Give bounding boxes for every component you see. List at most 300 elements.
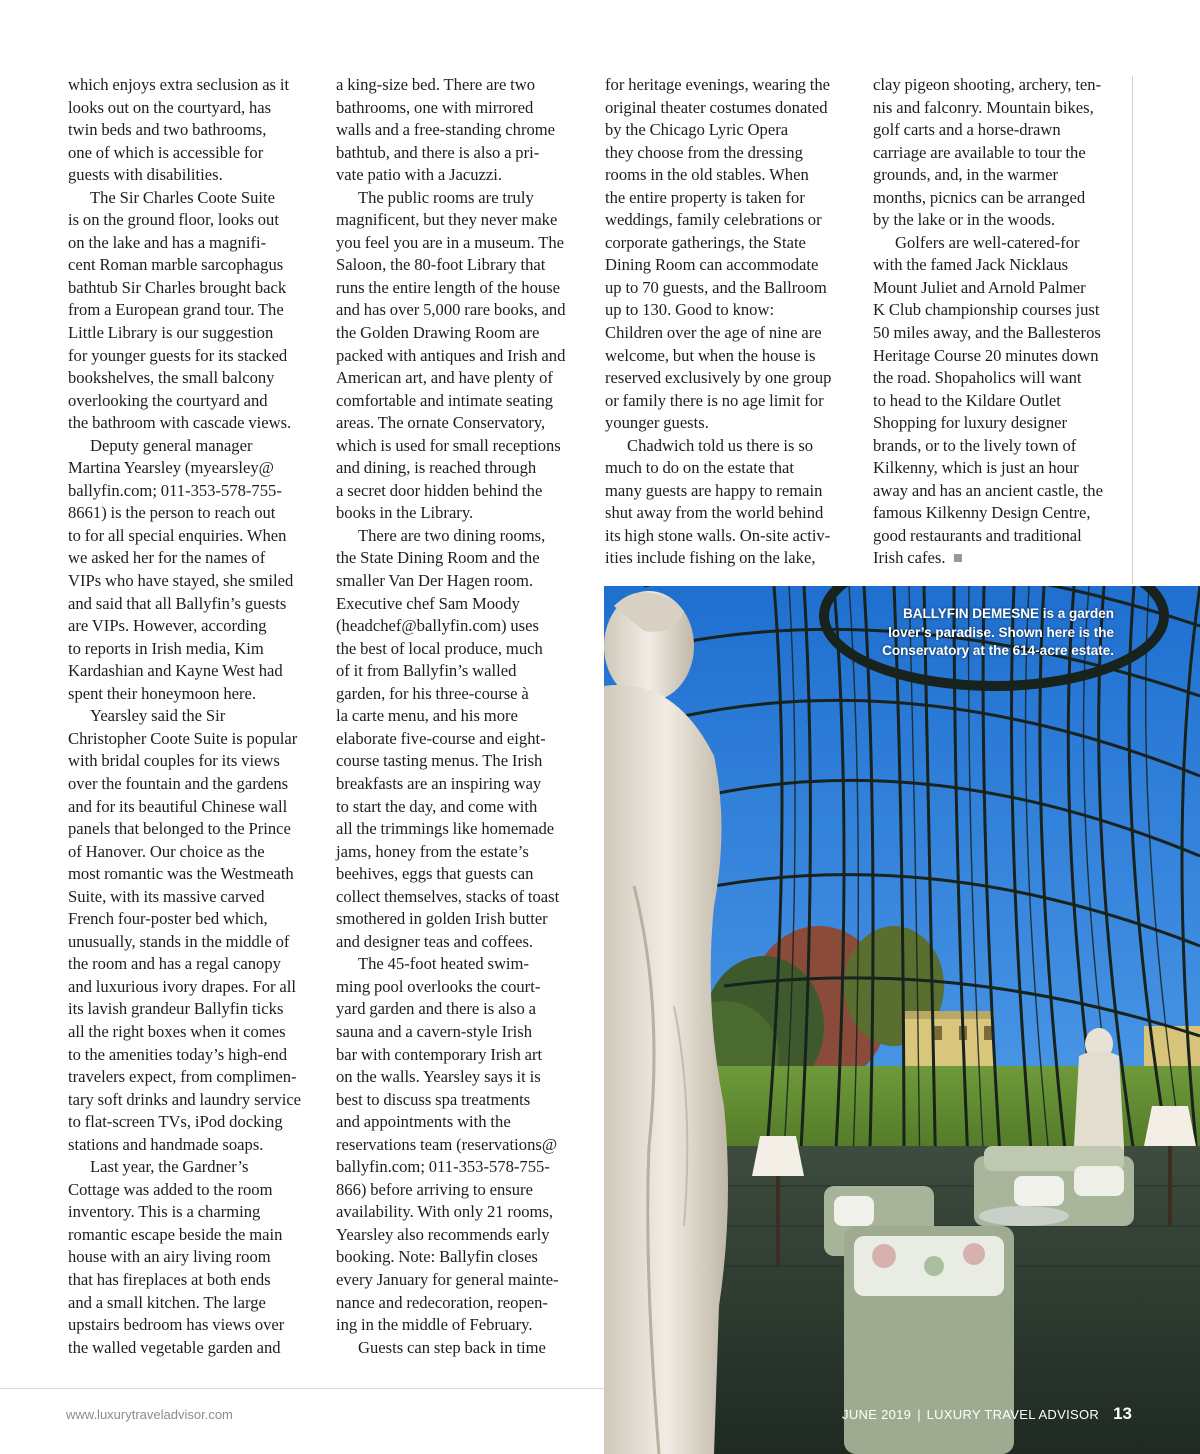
article-line [605, 119, 849, 142]
article-line-text: collect themselves, stacks of toast [336, 886, 560, 906]
article-line [68, 1246, 312, 1269]
article-line-text: brands, or to the lively town of [873, 435, 1077, 455]
article-line-text: romantic escape beside the main [68, 1224, 283, 1244]
issue-date: JUNE 2019 [842, 1407, 912, 1422]
article-line-text: elaborate five-course and eight- [336, 728, 546, 748]
article-line-text: good restaurants and traditional [873, 525, 1082, 545]
article-line [605, 322, 849, 345]
article-line [336, 345, 580, 368]
article-line-text: Heritage Course 20 minutes down [873, 345, 1099, 365]
article-line [68, 390, 312, 413]
article-line-text: booking. Note: Ballyfin closes [336, 1247, 538, 1267]
article-line-text: cent Roman marble sarcophagus [68, 255, 284, 275]
article-line [68, 660, 312, 683]
end-of-article-mark [954, 554, 962, 562]
article-line [336, 142, 580, 165]
article-line [336, 1111, 580, 1134]
article-line [68, 97, 312, 120]
article-line-text: inventory. This is a charming [68, 1202, 261, 1222]
article-line-text: Saloon, the 80-foot Library that [336, 255, 546, 275]
article-line-text: Christopher Coote Suite is popular [68, 728, 298, 748]
article-line-text: unusually, stands in the middle of [68, 931, 290, 951]
article-line-text: travelers expect, from complimen- [68, 1067, 297, 1087]
article-line [605, 412, 849, 435]
article-line [336, 74, 580, 97]
article-line-text: grounds, and, in the warmer [873, 165, 1058, 185]
article-line-text: yard garden and there is also a [336, 999, 537, 1019]
article-line-text: to the amenities today’s high-end [68, 1044, 288, 1064]
article-line [336, 593, 580, 616]
article-line [336, 547, 580, 570]
article-line [336, 1201, 580, 1224]
article-line [336, 750, 580, 773]
article-line-text: K Club championship courses just [873, 300, 1100, 320]
article-line [68, 818, 312, 841]
article-line-text: for younger guests for its stacked [68, 345, 288, 365]
article-line-text: smothered in golden Irish butter [336, 909, 548, 929]
article-line [605, 277, 849, 300]
article-line-text: best to discuss spa treatments [336, 1089, 531, 1109]
article-line-text: The public rooms are truly [358, 187, 534, 207]
article-line-text: rooms in the old stables. When [605, 165, 809, 185]
article-line [336, 1021, 580, 1044]
article-line [336, 164, 580, 187]
article-line-text: twin beds and two bathrooms, [68, 120, 267, 140]
article-line [68, 435, 312, 458]
article-line [336, 886, 580, 909]
article-line-text: la carte menu, and his more [336, 706, 518, 726]
article-line-text: house with an airy living room [68, 1247, 271, 1267]
article-line [336, 322, 580, 345]
article-line [68, 1224, 312, 1247]
article-line-text: (headchef@ballyfin.com) uses [336, 616, 539, 636]
article-line-text: The Sir Charles Coote Suite [90, 187, 275, 207]
article-line [873, 299, 1117, 322]
article-line [68, 1314, 312, 1337]
footer-website[interactable]: www.luxurytraveladvisor.com [66, 1407, 233, 1422]
article-line-text: the entire property is taken for [605, 187, 805, 207]
article-line [336, 412, 580, 435]
article-line-text: 866) before arriving to ensure [336, 1179, 533, 1199]
article-line [336, 953, 580, 976]
article-line-text: reservations team (reservations@ [336, 1134, 558, 1154]
article-line [68, 683, 312, 706]
article-line [68, 164, 312, 187]
article-line-text: packed with antiques and Irish and [336, 345, 566, 365]
article-line-text: nis and falconry. Mountain bikes, [873, 97, 1094, 117]
article-line-text: weddings, family celebrations or [605, 210, 822, 230]
article-line [336, 570, 580, 593]
article-line-text: bathrooms, one with mirrored [336, 97, 534, 117]
article-line-text: much to do on the estate that [605, 458, 794, 478]
article-line [605, 187, 849, 210]
article-line-text: Mount Juliet and Arnold Palmer [873, 277, 1086, 297]
article-line [68, 1179, 312, 1202]
article-line-text: or family there is no age limit for [605, 390, 824, 410]
article-line [68, 796, 312, 819]
article-line [336, 908, 580, 931]
article-line-text: and luxurious ivory drapes. For all [68, 976, 297, 996]
article-line [68, 1066, 312, 1089]
article-line-text: to start the day, and come with [336, 796, 538, 816]
article-line [873, 164, 1117, 187]
article-line [68, 953, 312, 976]
article-line-text: breakfasts are an inspiring way [336, 773, 542, 793]
article-line [336, 435, 580, 458]
article-line [336, 254, 580, 277]
article-line-text: Dining Room can accommodate [605, 255, 819, 275]
article-line [68, 232, 312, 255]
article-line-text: walls and a free-standing chrome [336, 120, 556, 140]
article-line-text: 8661) is the person to reach out [68, 503, 276, 523]
article-line [873, 412, 1117, 435]
article-line-text: jams, honey from the estate’s [336, 841, 529, 861]
article-line [336, 841, 580, 864]
article-line-text: availability. With only 21 rooms, [336, 1202, 554, 1222]
article-line-text: The 45-foot heated swim- [358, 954, 529, 974]
article-line [68, 502, 312, 525]
article-line-text: ities include fishing on the lake, [605, 548, 816, 568]
article-line [605, 435, 849, 458]
article-line-text: looks out on the courtyard, has [68, 97, 272, 117]
article-line-text: Shopping for luxury designer [873, 413, 1068, 433]
article-line-text: Children over the age of nine are [605, 323, 822, 343]
article-line-text: and has over 5,000 rare books, and [336, 300, 566, 320]
article-line [336, 502, 580, 525]
article-line [68, 1089, 312, 1112]
article-line [68, 863, 312, 886]
article-line [336, 705, 580, 728]
article-line [605, 164, 849, 187]
article-line [68, 480, 312, 503]
folio-separator: | [917, 1407, 921, 1422]
article-line [68, 908, 312, 931]
article-line [336, 277, 580, 300]
article-line [873, 480, 1117, 503]
article-line-text: smaller Van Der Hagen room. [336, 571, 534, 591]
caption-line: lover’s paradise. Shown here is the [888, 624, 1114, 640]
article-line [605, 97, 849, 120]
folio [842, 1404, 1132, 1424]
article-line [336, 773, 580, 796]
article-line [68, 119, 312, 142]
article-line-text: a king-size bed. There are two [336, 75, 536, 94]
article-line [336, 728, 580, 751]
article-line-text: shut away from the world behind [605, 503, 824, 523]
article-line-text: a secret door hidden behind the [336, 480, 543, 500]
article-line [873, 502, 1117, 525]
caption-line: BALLYFIN DEMESNE is a garden [902, 606, 1114, 621]
article-line-text: and for its beautiful Chinese wall [68, 796, 288, 816]
article-line [605, 74, 849, 97]
article-line [68, 254, 312, 277]
article-line [68, 886, 312, 909]
article-line [68, 74, 312, 97]
article-line-text: overlooking the courtyard and [68, 390, 268, 410]
article-line [336, 457, 580, 480]
article-line [68, 728, 312, 751]
article-line-text: vate patio with a Jacuzzi. [336, 165, 503, 185]
article-line-text: and appointments with the [336, 1112, 511, 1132]
article-line [68, 1201, 312, 1224]
article-line-text: Kardashian and Kayne West had [68, 661, 283, 681]
article-line [605, 345, 849, 368]
article-line [605, 457, 849, 480]
article-line-text: the road. Shopaholics will want [873, 368, 1082, 388]
article-line [873, 277, 1117, 300]
article-line-text: corporate gatherings, the State [605, 232, 806, 252]
article-line-text: Golfers are well-catered-for [895, 232, 1080, 252]
article-line-text: runs the entire length of the house [336, 277, 560, 297]
article-line [68, 525, 312, 548]
article-line-text: course tasting menus. The Irish [336, 751, 543, 771]
article-line [336, 1246, 580, 1269]
article-line-text: nance and redecoration, reopen- [336, 1292, 548, 1312]
article-line-text: they choose from the dressing [605, 142, 803, 162]
article-line [605, 142, 849, 165]
column-divider [1132, 76, 1133, 584]
article-line [873, 74, 1117, 97]
article-line-text: and dining, is reached through [336, 458, 537, 478]
article-line [336, 1089, 580, 1112]
article-line-text: golf carts and a horse-drawn [873, 120, 1061, 140]
article-line-text: Yearsley said the Sir [90, 706, 226, 726]
article-line [873, 97, 1117, 120]
article-line-text: bathtub Sir Charles brought back [68, 277, 287, 297]
article-line-text: away and has an ancient castle, the [873, 480, 1103, 500]
article-line-text: ming pool overlooks the court- [336, 976, 541, 996]
article-line [68, 209, 312, 232]
article-line-text: Cottage was added to the room [68, 1179, 273, 1199]
article-column-2 [336, 74, 580, 1359]
article-line [873, 142, 1117, 165]
article-line-text: bar with contemporary Irish art [336, 1044, 543, 1064]
magazine-name: LUXURY TRAVEL ADVISOR [926, 1407, 1100, 1422]
article-line [68, 773, 312, 796]
article-line [68, 367, 312, 390]
article-line-text: Suite, with its massive carved [68, 886, 265, 906]
article-line [873, 390, 1117, 413]
article-line [336, 299, 580, 322]
article-line [68, 457, 312, 480]
article-line [336, 638, 580, 661]
article-line-text: Kilkenny, which is just an hour [873, 458, 1079, 478]
article-line [873, 345, 1117, 368]
article-line-text: which is used for small receptions [336, 435, 561, 455]
article-line-text: carriage are available to tour the [873, 142, 1086, 162]
article-line-text: over the fountain and the gardens [68, 773, 289, 793]
article-line-text: that has fireplaces at both ends [68, 1269, 271, 1289]
article-line [873, 232, 1117, 255]
article-line-text: upstairs bedroom has views over [68, 1315, 285, 1335]
article-line-text: beehives, eggs that guests can [336, 864, 534, 884]
article-line-text: all the right boxes when it comes [68, 1021, 286, 1041]
article-line [336, 683, 580, 706]
article-line [873, 525, 1117, 548]
article-line-text: bookshelves, the small balcony [68, 368, 275, 388]
article-line-text: ing in the middle of February. [336, 1315, 533, 1335]
article-line [68, 570, 312, 593]
article-line-text: famous Kilkenny Design Centre, [873, 503, 1091, 523]
article-line [68, 1337, 312, 1360]
article-line [873, 209, 1117, 232]
article-column-4 [873, 74, 1117, 570]
article-line-text: panels that belonged to the Prince [68, 819, 291, 839]
article-line [605, 547, 849, 570]
article-line-text: original theater costumes donated [605, 97, 828, 117]
article-line-text: bathtub, and there is also a pri- [336, 142, 540, 162]
article-line-text: which enjoys extra seclusion as it [68, 75, 290, 94]
article-line [336, 1134, 580, 1157]
article-line-text: and designer teas and coffees. [336, 931, 534, 951]
article-line-text: most romantic was the Westmeath [68, 864, 294, 884]
article-line [873, 435, 1117, 458]
article-line [605, 525, 849, 548]
article-line-text: American art, and have plenty of [336, 368, 553, 388]
photo-caption [814, 605, 1114, 661]
article-line-text: for heritage evenings, wearing the [605, 75, 831, 94]
article-line-text: on the lake and has a magnifi- [68, 232, 267, 252]
article-line [68, 277, 312, 300]
article-line-text: clay pigeon shooting, archery, ten- [873, 75, 1102, 94]
article-line [68, 299, 312, 322]
article-line [605, 390, 849, 413]
article-line-text: sauna and a cavern-style Irish [336, 1021, 532, 1041]
article-line [336, 187, 580, 210]
page-number: 13 [1113, 1404, 1132, 1423]
article-line [336, 367, 580, 390]
article-line [336, 1044, 580, 1067]
article-line [336, 390, 580, 413]
article-line-text: to head to the Kildare Outlet [873, 390, 1061, 410]
article-line [336, 931, 580, 954]
article-line-text: with bridal couples for its views [68, 751, 280, 771]
article-line [336, 660, 580, 683]
article-line-text: of Hanover. Our choice as the [68, 841, 265, 861]
article-line [68, 412, 312, 435]
article-line-text: its lavish grandeur Ballyfin ticks [68, 999, 284, 1019]
article-line [336, 232, 580, 255]
article-line [68, 547, 312, 570]
article-line [336, 1269, 580, 1292]
article-line-text: the State Dining Room and the [336, 548, 540, 568]
article-line [68, 1269, 312, 1292]
caption-line: Conservatory at the 614-acre estate. [882, 643, 1114, 658]
footer-rule [0, 1388, 604, 1389]
article-line [68, 142, 312, 165]
article-line [873, 254, 1117, 277]
article-line-text: we asked her for the names of [68, 548, 266, 568]
article-line-text: the walled vegetable garden and [68, 1337, 281, 1357]
article-line [873, 119, 1117, 142]
article-line [873, 322, 1117, 345]
article-line-text: guests with disabilities. [68, 165, 223, 185]
article-line-text: welcome, but when the house is [605, 345, 816, 365]
article-line [336, 615, 580, 638]
article-line-text: There are two dining rooms, [358, 525, 546, 545]
article-line [873, 457, 1117, 480]
article-line [68, 638, 312, 661]
article-line-text: its high stone walls. On-site activ- [605, 525, 831, 545]
article-line [68, 345, 312, 368]
article-line [605, 254, 849, 277]
article-line-text: Irish cafes. [873, 548, 946, 568]
article-line-text: you feel you are in a museum. The [336, 232, 564, 252]
article-line [68, 1292, 312, 1315]
article-line-text: Executive chef Sam Moody [336, 593, 520, 613]
article-line [605, 232, 849, 255]
article-line [336, 1179, 580, 1202]
article-line [68, 1111, 312, 1134]
article-line [605, 480, 849, 503]
article-line-text: ballyfin.com; 011-353-578-755- [336, 1157, 550, 1177]
article-line [68, 322, 312, 345]
article-line-text: Deputy general manager [90, 435, 253, 455]
article-line-text: VIPs who have stayed, she smiled [68, 571, 294, 591]
article-line-text: garden, for his three-course à [336, 683, 529, 703]
article-line [68, 976, 312, 999]
article-line [336, 1337, 580, 1360]
article-line [68, 1021, 312, 1044]
article-line-text: months, picnics can be arranged [873, 187, 1086, 207]
article-line-text: by the lake or in the woods. [873, 210, 1056, 230]
article-line [68, 615, 312, 638]
article-line [336, 97, 580, 120]
article-line [336, 863, 580, 886]
article-line-text: every January for general mainte- [336, 1269, 559, 1289]
article-line [68, 1044, 312, 1067]
article-line-text: up to 130. Good to know: [605, 300, 775, 320]
article-line [605, 367, 849, 390]
article-line [605, 209, 849, 232]
article-line [68, 750, 312, 773]
article-line [336, 525, 580, 548]
article-line-text: magnificent, but they never make [336, 210, 558, 230]
article-line-text: reserved exclusively by one group [605, 368, 832, 388]
article-line [605, 502, 849, 525]
article-line [68, 705, 312, 728]
article-column-3 [605, 74, 849, 570]
article-line-text: all the trimmings like homemade [336, 819, 555, 839]
article-line [336, 1314, 580, 1337]
article-line-text: Martina Yearsley (myearsley@ [68, 458, 274, 478]
article-line [873, 547, 1117, 570]
conservatory-photo [604, 586, 1200, 1454]
article-line-text: younger guests. [605, 413, 709, 433]
article-line-text: stations and handmade soaps. [68, 1134, 264, 1154]
article-line [68, 1134, 312, 1157]
article-line [336, 998, 580, 1021]
article-line [605, 299, 849, 322]
article-line-text: one of which is accessible for [68, 142, 264, 162]
article-line-text: Yearsley also recommends early [336, 1224, 550, 1244]
article-line-text: to reports in Irish media, Kim [68, 638, 264, 658]
article-line [336, 119, 580, 142]
article-line [336, 1156, 580, 1179]
article-line-text: Little Library is our suggestion [68, 323, 274, 343]
article-line [68, 1156, 312, 1179]
article-line [336, 976, 580, 999]
article-line [68, 998, 312, 1021]
article-line-text: Guests can step back in time [358, 1337, 546, 1357]
article-line [873, 367, 1117, 390]
article-line [336, 1292, 580, 1315]
article-line-text: spent their honeymoon here. [68, 683, 257, 703]
article-line [336, 480, 580, 503]
article-line-text: by the Chicago Lyric Opera [605, 120, 789, 140]
article-line-text: French four-poster bed which, [68, 909, 268, 929]
article-line-text: and a small kitchen. The large [68, 1292, 266, 1312]
